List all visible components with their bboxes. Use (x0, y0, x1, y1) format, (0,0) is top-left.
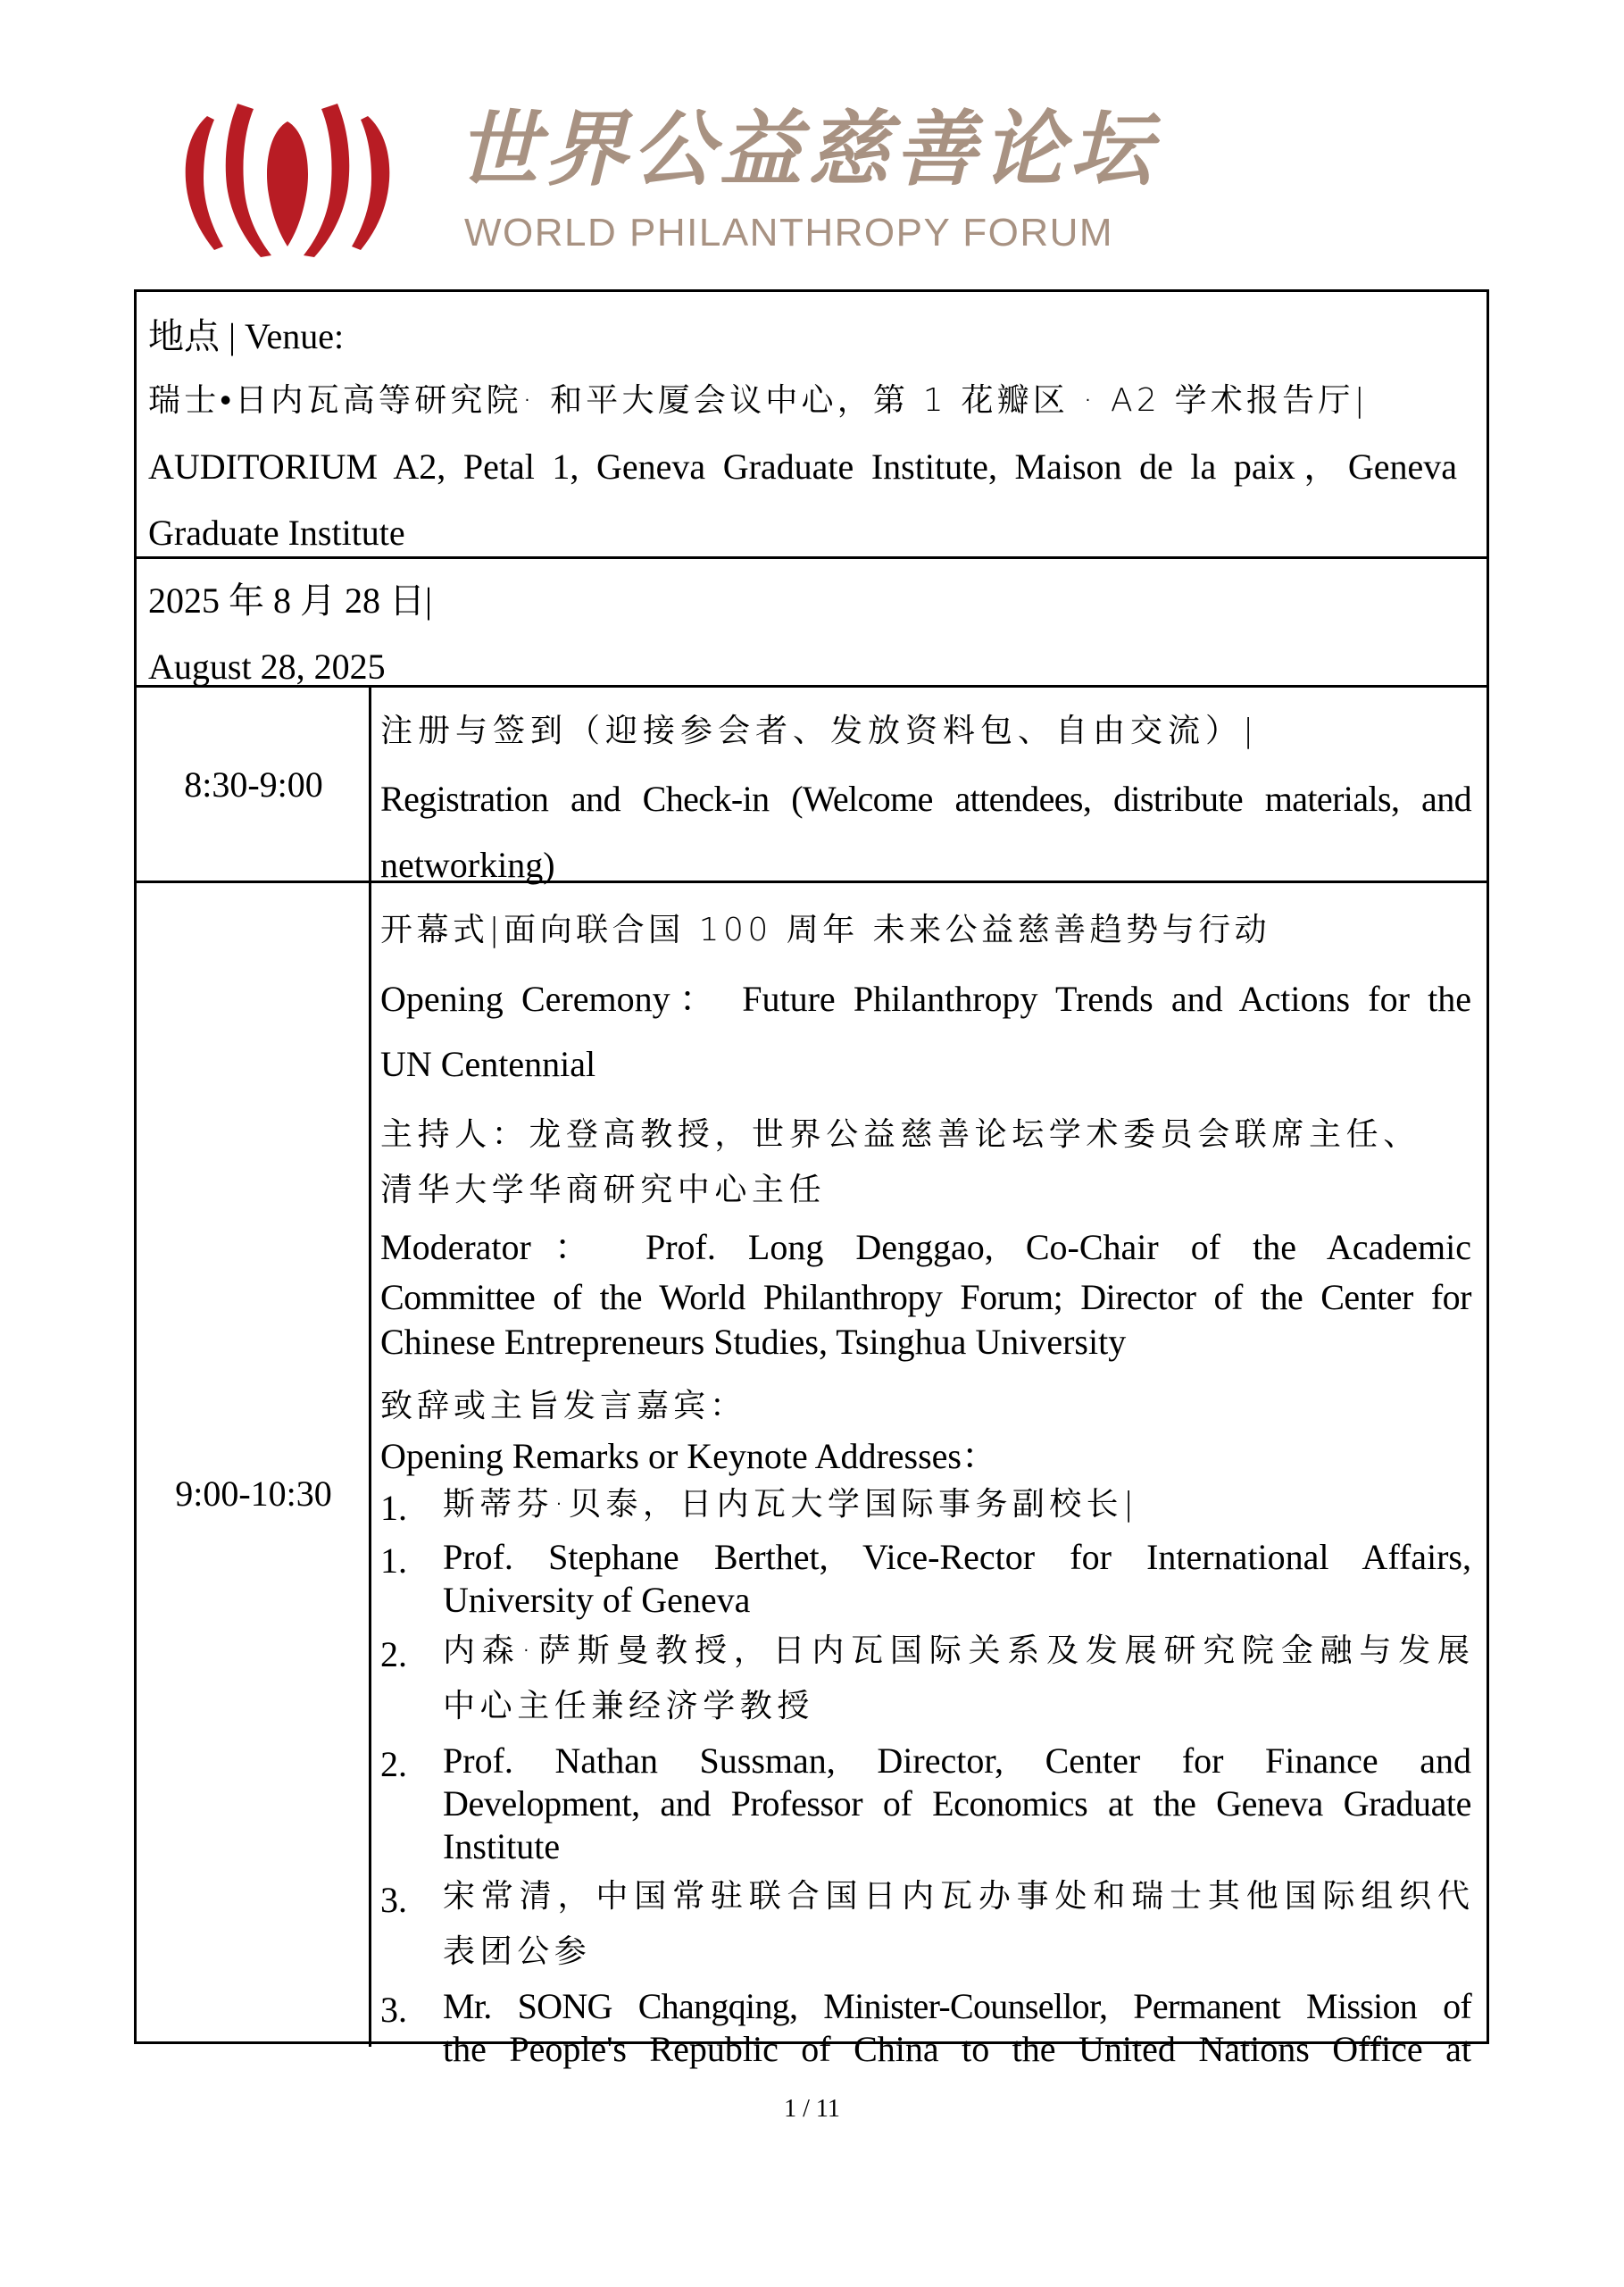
session-title-chinese: 注册与签到（迎接参会者、发放资料包、自由交流）| (380, 713, 1260, 749)
speakers-label-english: Opening Remarks or Keynote Addresses： (380, 1436, 997, 1476)
venue-label: 地点 | Venue: (148, 316, 345, 356)
date-chinese: 2025 年 8 月 28 日| (148, 580, 433, 621)
row-divider (137, 881, 1487, 883)
moderator-english-line3: Chinese Entrepreneurs Studies, Tsinghua University (380, 1322, 1127, 1362)
speaker-english-line: Mr. SONG Changqing, Minister-Counsellor, Permanent Mission of (443, 1986, 1471, 2026)
venue-chinese: 瑞士•日内瓦高等研究院· 和平大厦会议中心，第 1 花瓣区 · A2 学术报告厅| (148, 382, 1369, 419)
speakers-label-chinese: 致辞或主旨发言嘉宾： (380, 1388, 747, 1424)
speaker-english-line: Institute (443, 1826, 561, 1866)
session-time: 9:00-10:30 (175, 1473, 332, 1514)
date-english: August 28, 2025 (148, 647, 386, 687)
speaker-chinese-line: 中心主任兼经济学教授 (443, 1688, 815, 1724)
logo-chinese-title: 世界公益慈善论坛 (457, 101, 1158, 197)
moderator-chinese-line2: 清华大学华商研究中心主任 (380, 1172, 827, 1208)
speaker-number: 2. (380, 1744, 407, 1784)
agenda-table (134, 289, 1489, 2069)
session-title-english-line1: Registration and Check-in (Welcome attendees, distribute materials, and (380, 779, 1471, 819)
forum-logo-icon (179, 104, 396, 257)
speaker-english-line: Prof. Nathan Sussman, Director, Center for Finance and (443, 1740, 1471, 1781)
moderator-english-line1: Moderator： Prof. Long Denggao, Co-Chair of the Academic (380, 1227, 1471, 1267)
page-number: 1 / 11 (784, 2095, 840, 2123)
speaker-number: 1. (380, 1488, 407, 1528)
speaker-english-line: the People's Republic of China to the United Nations Office at (443, 2029, 1471, 2069)
row-divider (137, 556, 1487, 559)
speaker-chinese-line: 宋常清，中国常驻联合国日内瓦办事处和瑞士其他国际组织代 (443, 1878, 1471, 1915)
venue-english-line2: Graduate Institute (148, 513, 405, 553)
session-time: 8:30-9:00 (184, 764, 323, 805)
speaker-english-line: University of Geneva (443, 1580, 751, 1620)
speaker-chinese-line: 表团公参 (443, 1933, 592, 1970)
speaker-chinese-line: 内森·萨斯曼教授，日内瓦国际关系及发展研究院金融与发展 (443, 1632, 1471, 1669)
logo-english-title: WORLD PHILANTHROPY FORUM (464, 211, 1114, 255)
moderator-english-line2: Committee of the World Philanthropy Forum; Director of the Center for (380, 1277, 1471, 1317)
venue-english-line1: AUDITORIUM A2, Petal 1, Geneva Graduate Institute, Maison de la paix，Geneva (148, 447, 1457, 487)
session-title-chinese: 开幕式|面向联合国 100 周年 未来公益慈善趋势与行动 (380, 912, 1271, 948)
speaker-number: 3. (380, 1880, 407, 1920)
moderator-chinese-line1: 主持人：龙登高教授，世界公益慈善论坛学术委员会联席主任、 (380, 1116, 1420, 1153)
speaker-number: 2. (380, 1634, 407, 1674)
session-title-english-line2: networking) (380, 845, 555, 885)
speaker-number: 3. (380, 1990, 407, 2030)
column-divider (369, 685, 371, 2047)
session-title-english-line2: UN Centennial (380, 1044, 596, 1084)
speaker-chinese-line: 斯蒂芬·贝泰，日内瓦大学国际事务副校长| (443, 1486, 1139, 1523)
session-title-english-line1: Opening Ceremony： Future Philanthropy Trends and Actions for the (380, 979, 1471, 1019)
speaker-english-line: Development, and Professor of Economics at the Geneva Graduate (443, 1783, 1471, 1824)
speaker-number: 1. (380, 1540, 407, 1581)
speaker-english-line: Prof. Stephane Berthet, Vice-Rector for International Affairs, (443, 1537, 1471, 1577)
